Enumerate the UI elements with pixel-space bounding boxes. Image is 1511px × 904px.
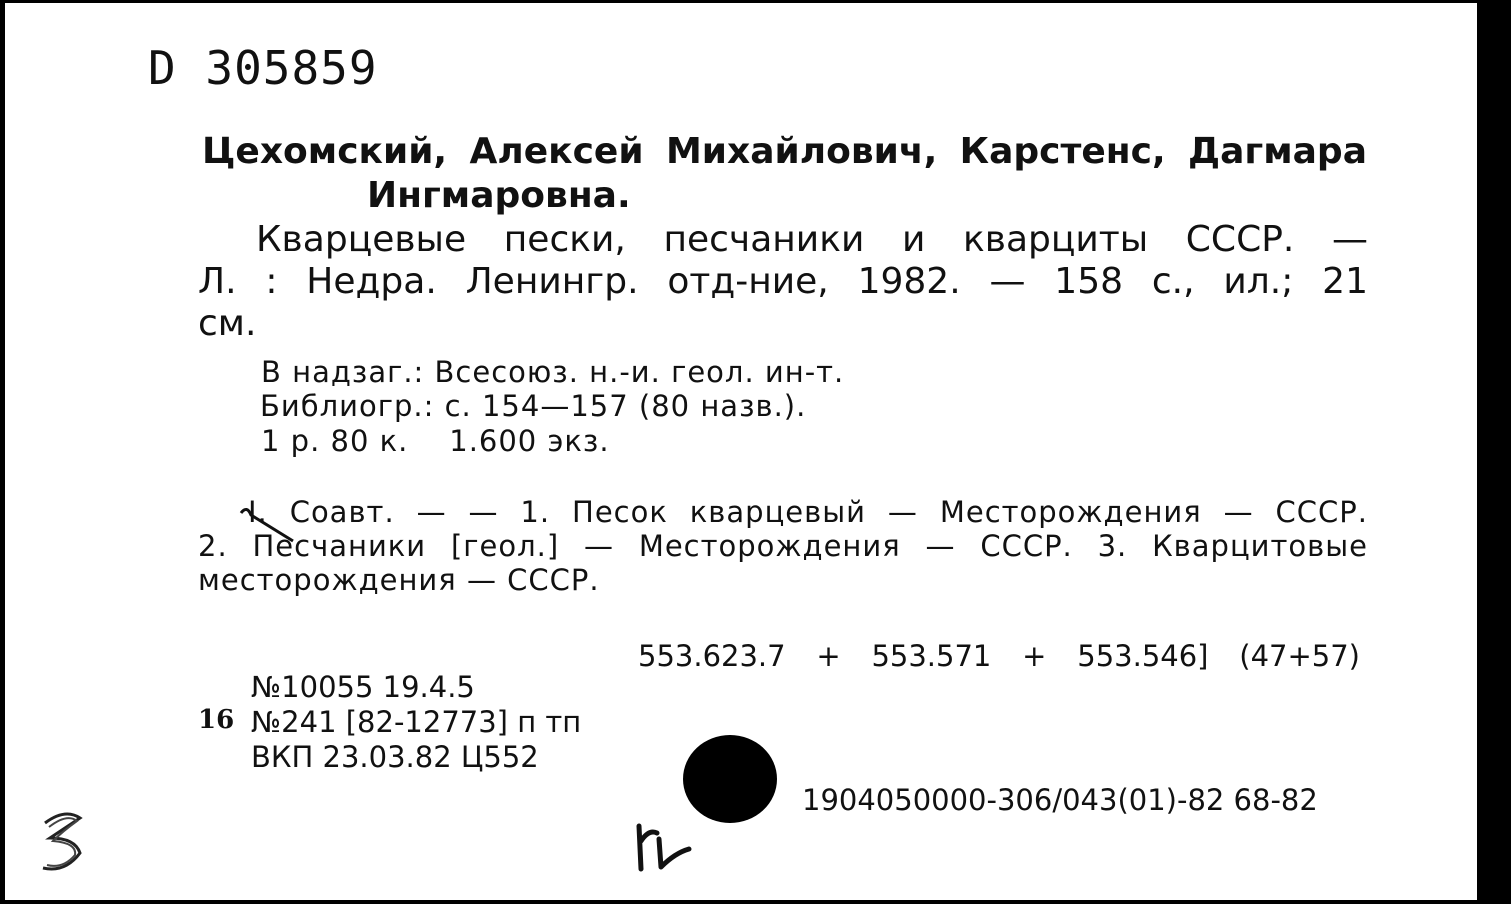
isbn-line: 1904050000-306/043(01)-82 68-82 <box>802 783 1318 817</box>
service-line: ВКП 23.03.82 Ц552 <box>251 740 539 774</box>
service-line: №10055 19.4.5 <box>251 670 475 704</box>
note-line: Библиогр.: с. 154—157 (80 назв.). <box>260 389 807 423</box>
udc-classification: 553.623.7 + 553.571 + 553.546] (47+57) <box>638 639 1360 673</box>
note-line: В надзаг.: Всесоюз. н.-и. геол. ин-т. <box>261 355 845 389</box>
scan-border <box>1477 0 1511 904</box>
title-line: см. <box>198 303 257 344</box>
title-line: Кварцевые пески, песчаники и кварциты СССР. — <box>256 219 1368 260</box>
tracing-block <box>198 495 1368 597</box>
catalog-card <box>5 3 1477 900</box>
call-number: D 305859 <box>148 41 378 95</box>
note-line: 1 р. 80 к. 1.600 экз. <box>261 424 610 458</box>
title-line: Л. : Недра. Ленингр. отд-ние, 1982. — 158 с., ил.; 21 <box>198 261 1368 302</box>
service-lead-number: 16 <box>198 705 235 735</box>
author-line-2: Ингмаровна. <box>367 175 631 216</box>
tracing-line: 2. Песчаники [геол.] — Месторождения — СССР. 3. Кварцитовые <box>198 529 1368 563</box>
handwritten-mark-icon <box>35 803 105 883</box>
tracing-line: месторождения — СССР. <box>198 563 600 597</box>
tracing-line: I. Соавт. — — 1. Песок кварцевый — Месторождения — СССР. <box>248 495 1368 529</box>
handwritten-initials-icon <box>627 811 697 876</box>
pencil-check-mark-icon <box>233 501 303 561</box>
author-line-1: Цехомский, Алексей Михайлович, Карстенс, Дагмара <box>202 131 1367 172</box>
service-line: №241 [82-12773] п тп <box>251 705 582 739</box>
title-block <box>198 219 1368 345</box>
ink-blot <box>683 735 777 823</box>
